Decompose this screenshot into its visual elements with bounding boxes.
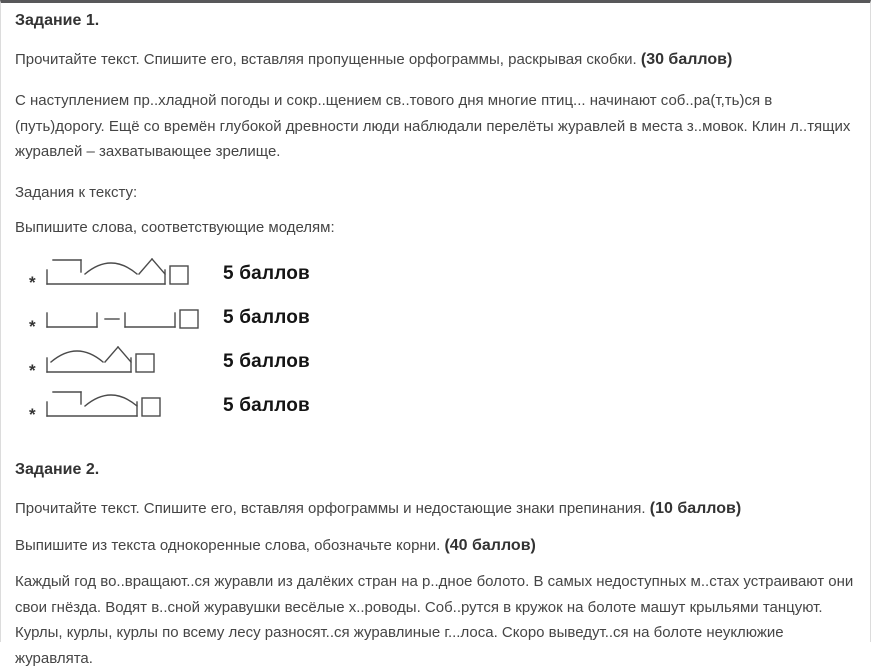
morpheme-model-stem-hyphen-stem-ending-diagram [45, 295, 202, 331]
task1-points-badge: (30 баллов) [640, 51, 733, 69]
model-points: 5 баллов [223, 262, 310, 284]
models-label: Выпишите слова, соответствующие моделям: [15, 219, 335, 237]
task1-instruction [15, 46, 858, 73]
task2-instruction-2 [15, 532, 858, 559]
task1-title: Задание 1. [15, 12, 100, 29]
model-diagram-wrap [45, 251, 223, 292]
morpheme-model-prefix-root-ending-diagram [45, 383, 164, 419]
model-points: 5 баллов [223, 350, 310, 372]
model-marker: * [29, 360, 36, 380]
task2-title: Задание 2. [15, 460, 100, 478]
model-marker: * [29, 316, 36, 336]
morpheme-model-prefix-root-suffix-ending-diagram [45, 251, 192, 287]
morpheme-model-row [29, 339, 858, 380]
model-points: 5 баллов [223, 394, 310, 416]
model-marker: * [29, 272, 36, 292]
task2-points-2-badge: (40 баллов) [444, 537, 536, 555]
morpheme-model-root-suffix-ending-diagram [45, 339, 158, 375]
tasks-to-text-label: Задания к тексту: [15, 183, 138, 201]
task1-instruction-text: Прочитайте текст. Спишите его, вставляя пропущенные орфограммы, раскрывая скобки. [15, 51, 637, 69]
model-points: 5 баллов [223, 306, 310, 328]
task2-instruction-1 [15, 495, 858, 522]
task2-instruction-1-text: Прочитайте текст. Спишите его, вставляя орфограммы и недостающие знаки препинания. [15, 500, 646, 518]
morpheme-model-row [29, 383, 858, 424]
task2-points-1-badge: (10 баллов) [649, 500, 742, 518]
spacer [15, 446, 858, 460]
model-diagram-wrap [45, 295, 223, 336]
task1-text: С наступлением пр..хладной погоды и сокр..щением св..тового дня многие птиц... начинают соб..ра(т,ть)ся в (путь)дорогу. Ещё со времён глубокой древности люди наблюдали перелёты журавлей в места з..мовок. Клин л..тящих журавлей – захватывающее зрелище. [15, 92, 851, 161]
morpheme-models [15, 251, 858, 424]
morpheme-model-row [29, 251, 858, 292]
task2-instruction-2-text: Выпишите из текста однокоренные слова, обозначьте корни. [15, 537, 441, 555]
model-marker: * [29, 404, 36, 424]
morpheme-model-row [29, 295, 858, 336]
model-diagram-wrap [45, 383, 223, 424]
model-diagram-wrap [45, 339, 223, 380]
task2-text: Каждый год во..вращают..ся журавли из далёких стран на р..дное болото. В самых недоступных м..стах устраивают они свои гнёзда. Водят в..сной журавушки весёлые х..роводы. Соб..рутся в кружок на болоте машут крыльями танцуют. Курлы, курлы, курлы по всему лесу разносят..ся журавлиные г...лоса. Скоро выведут..ся на болоте неуклюжие журавлята. [15, 573, 854, 667]
